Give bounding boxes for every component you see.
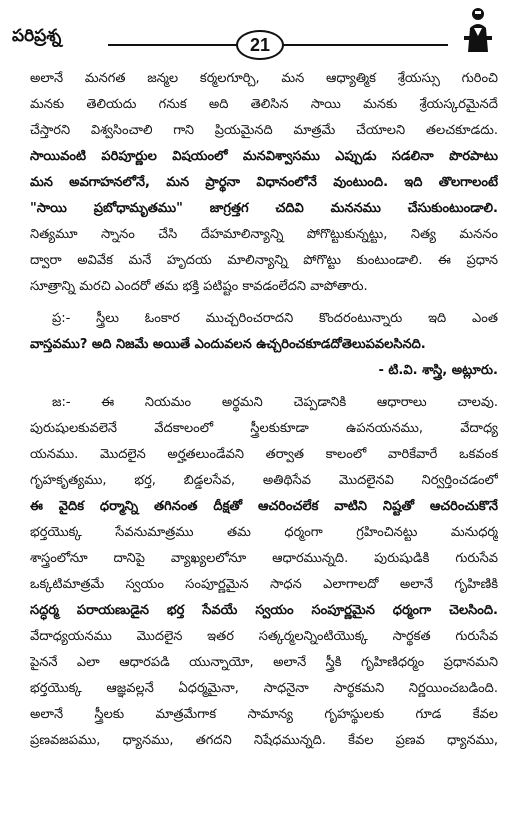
question-line: ప్ర:- స్త్రీలు ఓంకార ముచ్చరించరాదని కొందరంటున్నారు ఇది ఎంత <box>52 311 498 326</box>
answer-line: ఒక్కటిమాత్రమే స్వయం సంపూర్ణమైన సాధన ఎలాగాలదో అలానే గృహిణికి <box>30 577 498 592</box>
text-line: మనకు తెలియదు గనుక అది తెలిసిన సాయి మనకు శ్రేయస్కరమైనదే <box>30 97 498 112</box>
page-body <box>30 66 498 754</box>
answer-line: ప్రణవజపము, ధ్యానము, తగదని నిషేధమున్నది. కేవల ప్రణవ ధ్యానము, <box>30 733 498 748</box>
text-line: మన అవగాహనలోనే, మన ప్రార్థనా విధానంలోనే వుంటుంది. ఇది తొలగాలంటే <box>30 175 498 190</box>
text-line: నిత్యమూ స్నానం చేసి దేహమాలిన్యాన్ని పోగొట్టుకున్నట్టు, నిత్య మననం <box>30 227 498 242</box>
answer-line: సద్ధర్మ పరాయణుడైన భర్త సేవయే స్వయం సంపూర్ణమైన ధర్మంగా చెలసింది. <box>30 603 498 618</box>
text-line: సాయివంటి పరిపూర్ణుల విషయంలో మనవిశ్వాసము ఎప్పుడు సడలినా పొరపాటు <box>30 149 498 164</box>
text-line: చేస్తారని విశ్వసించాలి గాని ప్రియమైనది మాత్రమే చేయాలని తలచకూడదు. <box>30 123 498 138</box>
answer-line: అలానే స్త్రీలకు మాత్రమేగాక సామాన్య గృహస్థులకు గూడ కేవల <box>30 707 498 722</box>
question-block <box>30 306 498 384</box>
question-signature: - టి.వి. శాస్త్రి, అట్లూరు. <box>378 363 498 378</box>
answer-line: పైననే ఎలా ఆధారపడి యున్నాయో, అలానే స్త్రీకి గృహిణిధర్మం ప్రధానమని <box>30 655 498 670</box>
sai-baba-figure-icon <box>458 6 498 52</box>
text-line: అలానే మనగత జన్మల కర్మలగూర్చి, మన ఆధ్యాత్మిక శ్రేయస్సు గురించి <box>30 71 498 86</box>
running-title: పరిప్రశ్న <box>12 26 62 46</box>
answer-line: జ:- ఈ నియమం అర్థమని చెప్పడానికి ఆధారాలు చాలవు. <box>52 395 498 410</box>
text-line: సూత్రాన్ని మరచి ఎందరో తమ భక్తి పటిష్టం కావడంలేదని వాపోతారు. <box>30 279 368 294</box>
answer-line: పురుషులకువలెనే వేదకాలంలో స్త్రీలకుకూడా ఉపనయనము, వేదాధ్య <box>30 421 498 436</box>
text-line: "సాయి ప్రబోధామృతము" జాగ్రత్తగ చదివి మననము చేసుకుంటుండాలి. <box>30 201 498 216</box>
text-line: ద్వారా అవివేక మనే హృదయ మాలిన్యాన్ని పోగొట్టు కుంటుండాలి. ఈ ప్రధాన <box>30 253 498 268</box>
answer-line: ఈ వైదిక ధర్మాన్ని తగినంత దీక్షతో ఆచరించలేక వాటిని నిష్టతో ఆచరించుకొనే <box>30 499 498 514</box>
answer-line: శాస్త్రంలోనూ దానిపై వ్యాఖ్యలలోనూ ఆధారమున్నది. పురుషుడికి గురుసేవ <box>30 551 498 566</box>
answer-block <box>30 390 498 754</box>
page-number: 21 <box>236 30 284 60</box>
answer-line: భర్తయొక్క సేవనుమాత్రము తమ ధర్మంగా గ్రహించినట్టు మనుధర్మ <box>30 525 498 540</box>
answer-line: వేదాధ్యయనము మొదలైన ఇతర సత్కర్మలన్నింటియొక్క సార్థకత గురుసేవ <box>30 629 498 644</box>
page-header <box>8 6 512 55</box>
answer-line: భర్తయొక్క ఆజ్ఞవల్లనే ఏధర్మమైనా, సాధనైనా సార్థకమని నిర్ణయించబడింది. <box>30 681 498 696</box>
paragraph-1 <box>30 66 498 300</box>
answer-line: గృహకృత్యము, భర్త, బిడ్డలసేవ, అతిథిసేవ మొదలైనవి నిర్వర్తించడంలో <box>30 473 498 488</box>
answer-line: యనము. మొదలైన అర్హతలుండేవని తర్వాత కాలంలో వారికేవారే ఒకవంక <box>30 447 498 462</box>
question-line: వాస్తవము? అది నిజమే అయితే ఎందువలన ఉచ్చరించకూడదోతెలుపవలసినది. <box>30 337 426 352</box>
